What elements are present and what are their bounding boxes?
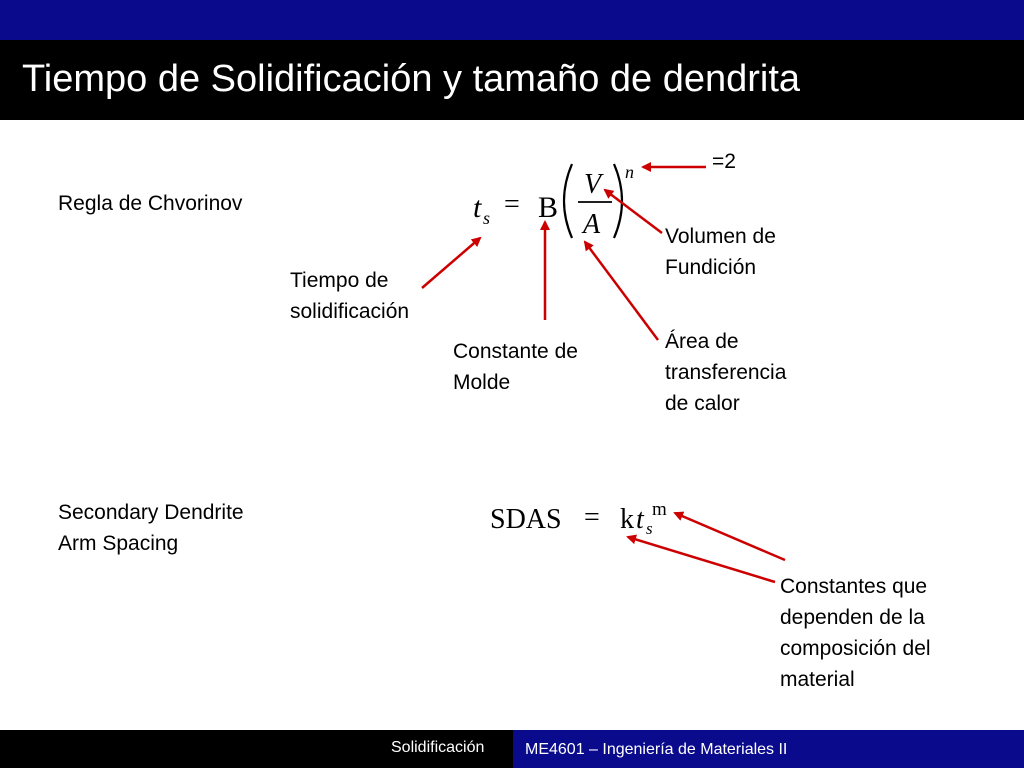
arrow-to-volume	[605, 190, 662, 233]
arrow-to-k	[628, 537, 775, 582]
formula-equals: =	[504, 189, 520, 220]
sdas-formula	[490, 499, 667, 538]
sdas-formula-exponent-m: m	[652, 499, 667, 520]
formula-left-paren	[564, 164, 572, 238]
sdas-label: Secondary Dendrite Arm Spacing	[58, 501, 244, 555]
formula-coefficient-b: B	[538, 191, 559, 224]
material-constants-annotation: Constantes que dependen de la composición del material	[780, 575, 931, 691]
formula-t-subscript: s	[483, 208, 491, 228]
formula-numerator-v: V	[584, 169, 602, 200]
sdas-formula-t: t	[636, 504, 644, 535]
chvorinov-formula	[473, 162, 634, 240]
formula-t: t	[473, 191, 482, 224]
footer-topic: Solidificación	[391, 739, 485, 756]
casting-volume-annotation: Volumen de Fundición	[665, 225, 776, 279]
mold-constant-annotation: Constante de Molde	[453, 340, 578, 394]
arrow-to-time	[422, 238, 480, 288]
solidification-time-annotation: Tiempo de solidificación	[290, 269, 410, 323]
sdas-formula-t-subscript: s	[646, 519, 653, 538]
sdas-formula-equals: =	[584, 502, 600, 533]
formula-denominator-a: A	[583, 209, 601, 240]
sdas-formula-k: k	[620, 504, 634, 535]
arrow-to-area	[585, 242, 658, 340]
arrow-to-exponent-m	[675, 513, 785, 560]
footer-course: ME4601 – Ingeniería de Materiales II	[525, 741, 788, 758]
exponent-value-note: =2	[712, 150, 736, 173]
formula-exponent-n: n	[625, 162, 634, 182]
slide-title: Tiempo de Solidificación y tamaño de dendrita	[22, 58, 801, 100]
sdas-formula-lhs: SDAS	[490, 504, 562, 535]
chvorinov-rule-label: Regla de Chvorinov	[58, 192, 243, 215]
heat-transfer-area-annotation: Área de transferencia de calor	[665, 330, 787, 415]
